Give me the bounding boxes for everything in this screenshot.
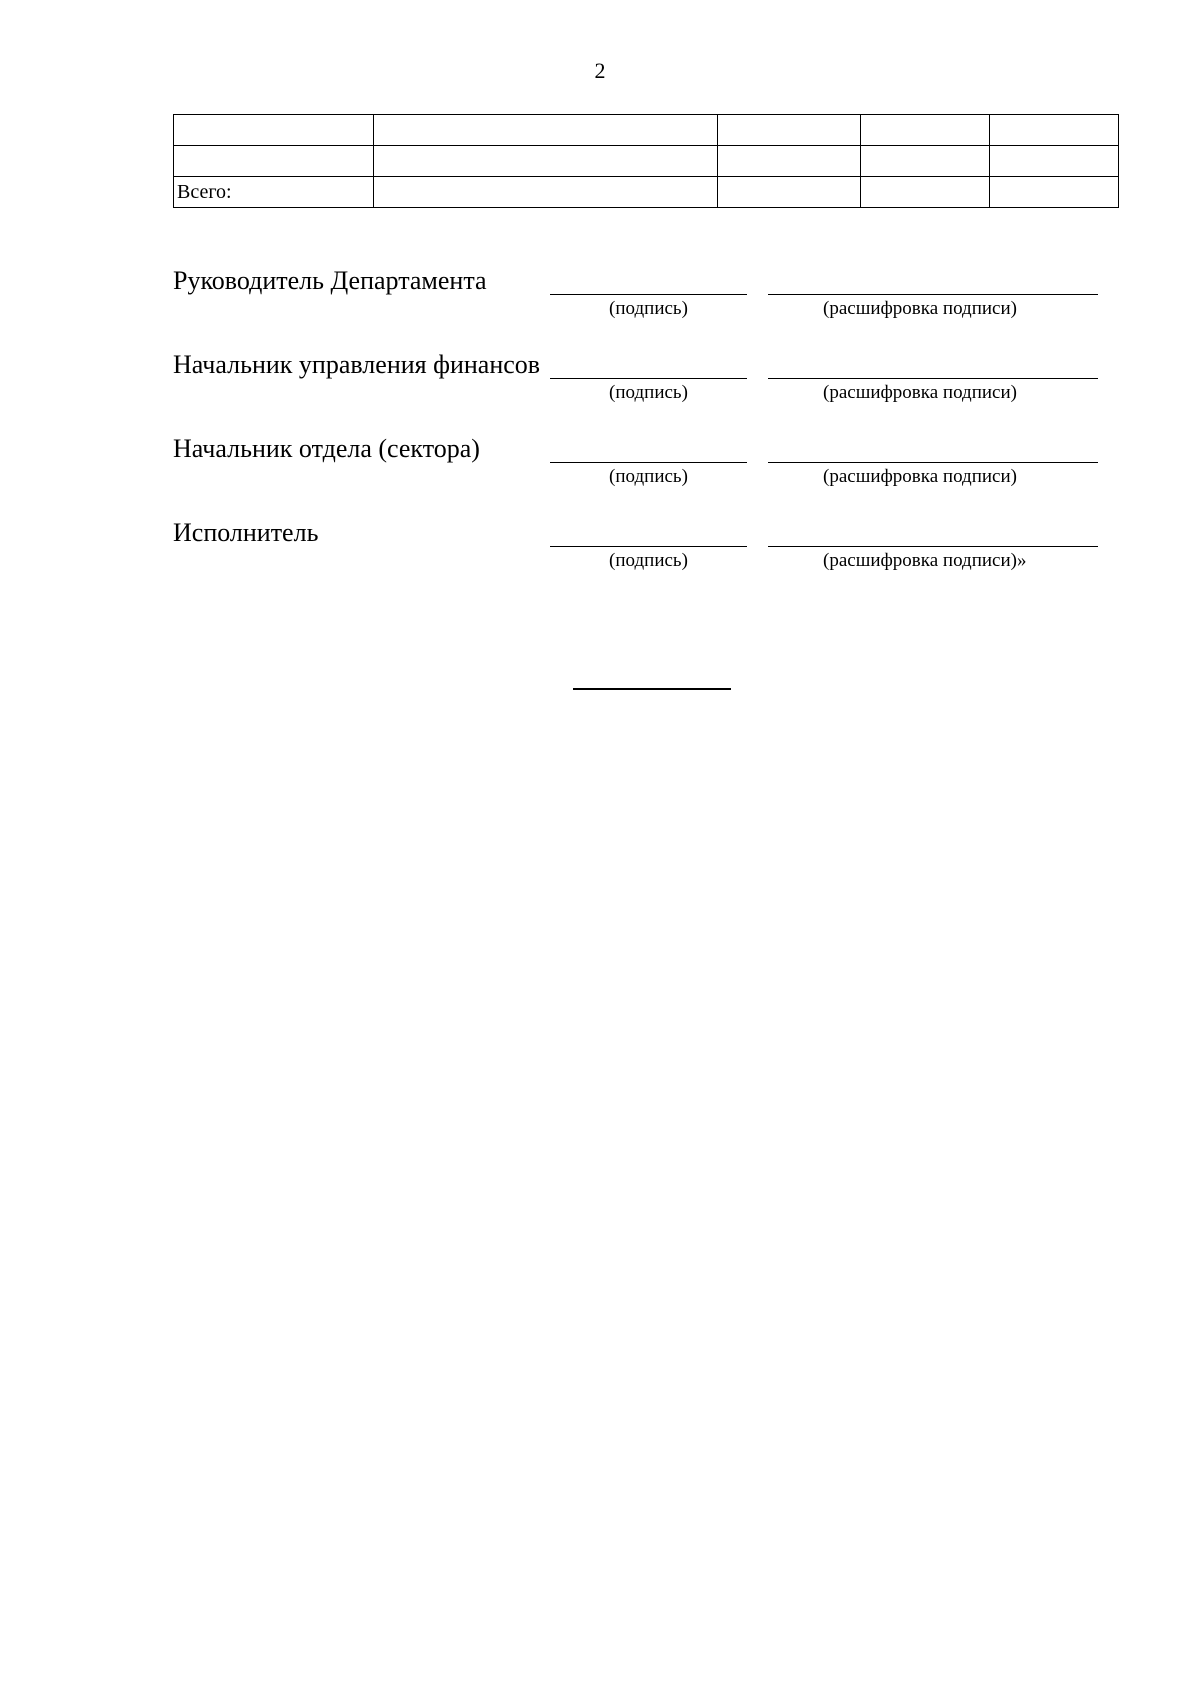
signature-decode-line bbox=[768, 378, 1098, 379]
signature-role: Руководитель Департамента bbox=[173, 266, 491, 296]
table-cell bbox=[174, 146, 374, 177]
budget-table bbox=[173, 114, 1119, 208]
table-cell bbox=[861, 146, 990, 177]
signature-line bbox=[550, 294, 747, 295]
signature-caption: (подпись) bbox=[609, 382, 688, 403]
signature-caption: (подпись) bbox=[609, 466, 688, 487]
table-row-total bbox=[174, 177, 1119, 208]
table-cell bbox=[718, 146, 861, 177]
signature-role: Начальник управления финансов bbox=[173, 350, 544, 380]
signature-role: Начальник отдела (сектора) bbox=[173, 434, 484, 464]
table-cell bbox=[718, 115, 861, 146]
signature-decode-line bbox=[768, 294, 1098, 295]
table-cell bbox=[990, 146, 1119, 177]
page-number: 2 bbox=[594, 58, 606, 83]
table-cell bbox=[174, 115, 374, 146]
signature-decode-caption: (расшифровка подписи) bbox=[823, 298, 1017, 319]
document-end-line bbox=[573, 688, 731, 690]
table-cell bbox=[374, 146, 718, 177]
signature-block-finance-head bbox=[173, 350, 1098, 410]
signature-decode-caption: (расшифровка подписи) bbox=[823, 382, 1017, 403]
table-row bbox=[174, 115, 1119, 146]
signature-decode-line bbox=[768, 546, 1098, 547]
signature-line bbox=[550, 462, 747, 463]
signature-line bbox=[550, 378, 747, 379]
signature-line bbox=[550, 546, 747, 547]
table-cell bbox=[990, 177, 1119, 208]
signature-decode-caption: (расшифровка подписи) bbox=[823, 466, 1017, 487]
table-row bbox=[174, 146, 1119, 177]
table-cell bbox=[374, 115, 718, 146]
table-cell bbox=[374, 177, 718, 208]
table-cell bbox=[861, 177, 990, 208]
signature-block-executor bbox=[173, 518, 1098, 578]
signature-block-department-head bbox=[173, 266, 1098, 326]
table-cell bbox=[990, 115, 1119, 146]
table-cell bbox=[718, 177, 861, 208]
signature-caption: (подпись) bbox=[609, 550, 688, 571]
signature-caption: (подпись) bbox=[609, 298, 688, 319]
table-cell bbox=[861, 115, 990, 146]
signature-decode-caption: (расшифровка подписи)» bbox=[823, 550, 1027, 571]
total-label: Всего: bbox=[174, 177, 374, 208]
signature-decode-line bbox=[768, 462, 1098, 463]
signature-block-section-head bbox=[173, 434, 1098, 494]
signature-role: Исполнитель bbox=[173, 518, 322, 548]
